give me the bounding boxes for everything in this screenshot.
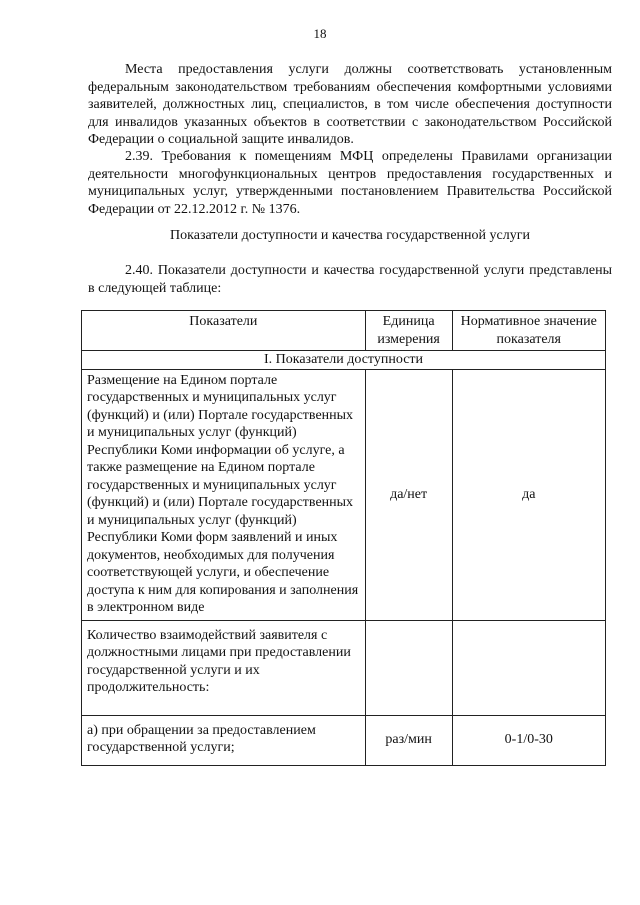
page-number: 18 <box>313 26 327 41</box>
paragraph-2-text: 2.39. Требования к помещениям МФЦ определены Правилами организации деятельности многофункциональных центров предоставления государственных и муниципальных услуг, утвержденными постановлением Правительства Российской Федерации от 22.12.2012 г. № 1376. <box>88 149 612 217</box>
paragraph-2-40 <box>88 262 612 297</box>
header-indicators: Показатели <box>82 311 366 351</box>
paragraph-1-text: Места предоставления услуги должны соответствовать установленным федеральным законодательством требованиям обеспечения комфортными условиями заявителей, должностных лиц, специалистов, в том числе обеспечения доступности для инвалидов указанных объектов в соответствии с законодательством Российской Федерации о социальной защите инвалидов. <box>88 62 612 147</box>
section-heading: Показатели доступности и качества государственной услуги <box>170 228 530 243</box>
table-row <box>82 715 606 765</box>
row-1-unit: да/нет <box>365 369 452 620</box>
table-row <box>82 369 606 620</box>
row-1-indicator: Размещение на Едином портале государственных и муниципальных услуг (функций) и (или) Портале государственных и муниципальных услуг (функций) Республики Коми информации об услуге, а также размещение на Едином портале государственных и муниципальных услуг (функций) и (или) Портале государственных и муниципальных услуг (функций) Республики Коми форм заявлений и иных документов, необходимых для получения соответствующей услуги, и обеспечение доступа к ним для копирования и заполнения в электронном виде <box>82 369 366 620</box>
row-3-indicator: а) при обращении за предоставлением государственной услуги; <box>82 715 366 765</box>
row-2-value <box>452 620 605 715</box>
paragraph-2-39 <box>88 148 612 218</box>
table-row <box>82 620 606 715</box>
indicators-table <box>81 310 606 766</box>
row-2-unit <box>365 620 452 715</box>
header-unit: Единица измерения <box>365 311 452 351</box>
table-header-row <box>82 311 606 351</box>
row-1-value: да <box>452 369 605 620</box>
table-section-row <box>82 351 606 370</box>
paragraph-3-text: 2.40. Показатели доступности и качества государственной услуги представлены в следующей таблице: <box>88 263 612 296</box>
row-2-indicator: Количество взаимодействий заявителя с должностными лицами при предоставлении государственной услуги и их продолжительность: <box>82 620 366 715</box>
row-3-unit: раз/мин <box>365 715 452 765</box>
row-3-value: 0-1/0-30 <box>452 715 605 765</box>
paragraph-accessibility-requirements <box>88 61 612 149</box>
header-normative-value: Нормативное значение показателя <box>452 311 605 351</box>
section-accessibility-indicators: I. Показатели доступности <box>82 351 606 370</box>
